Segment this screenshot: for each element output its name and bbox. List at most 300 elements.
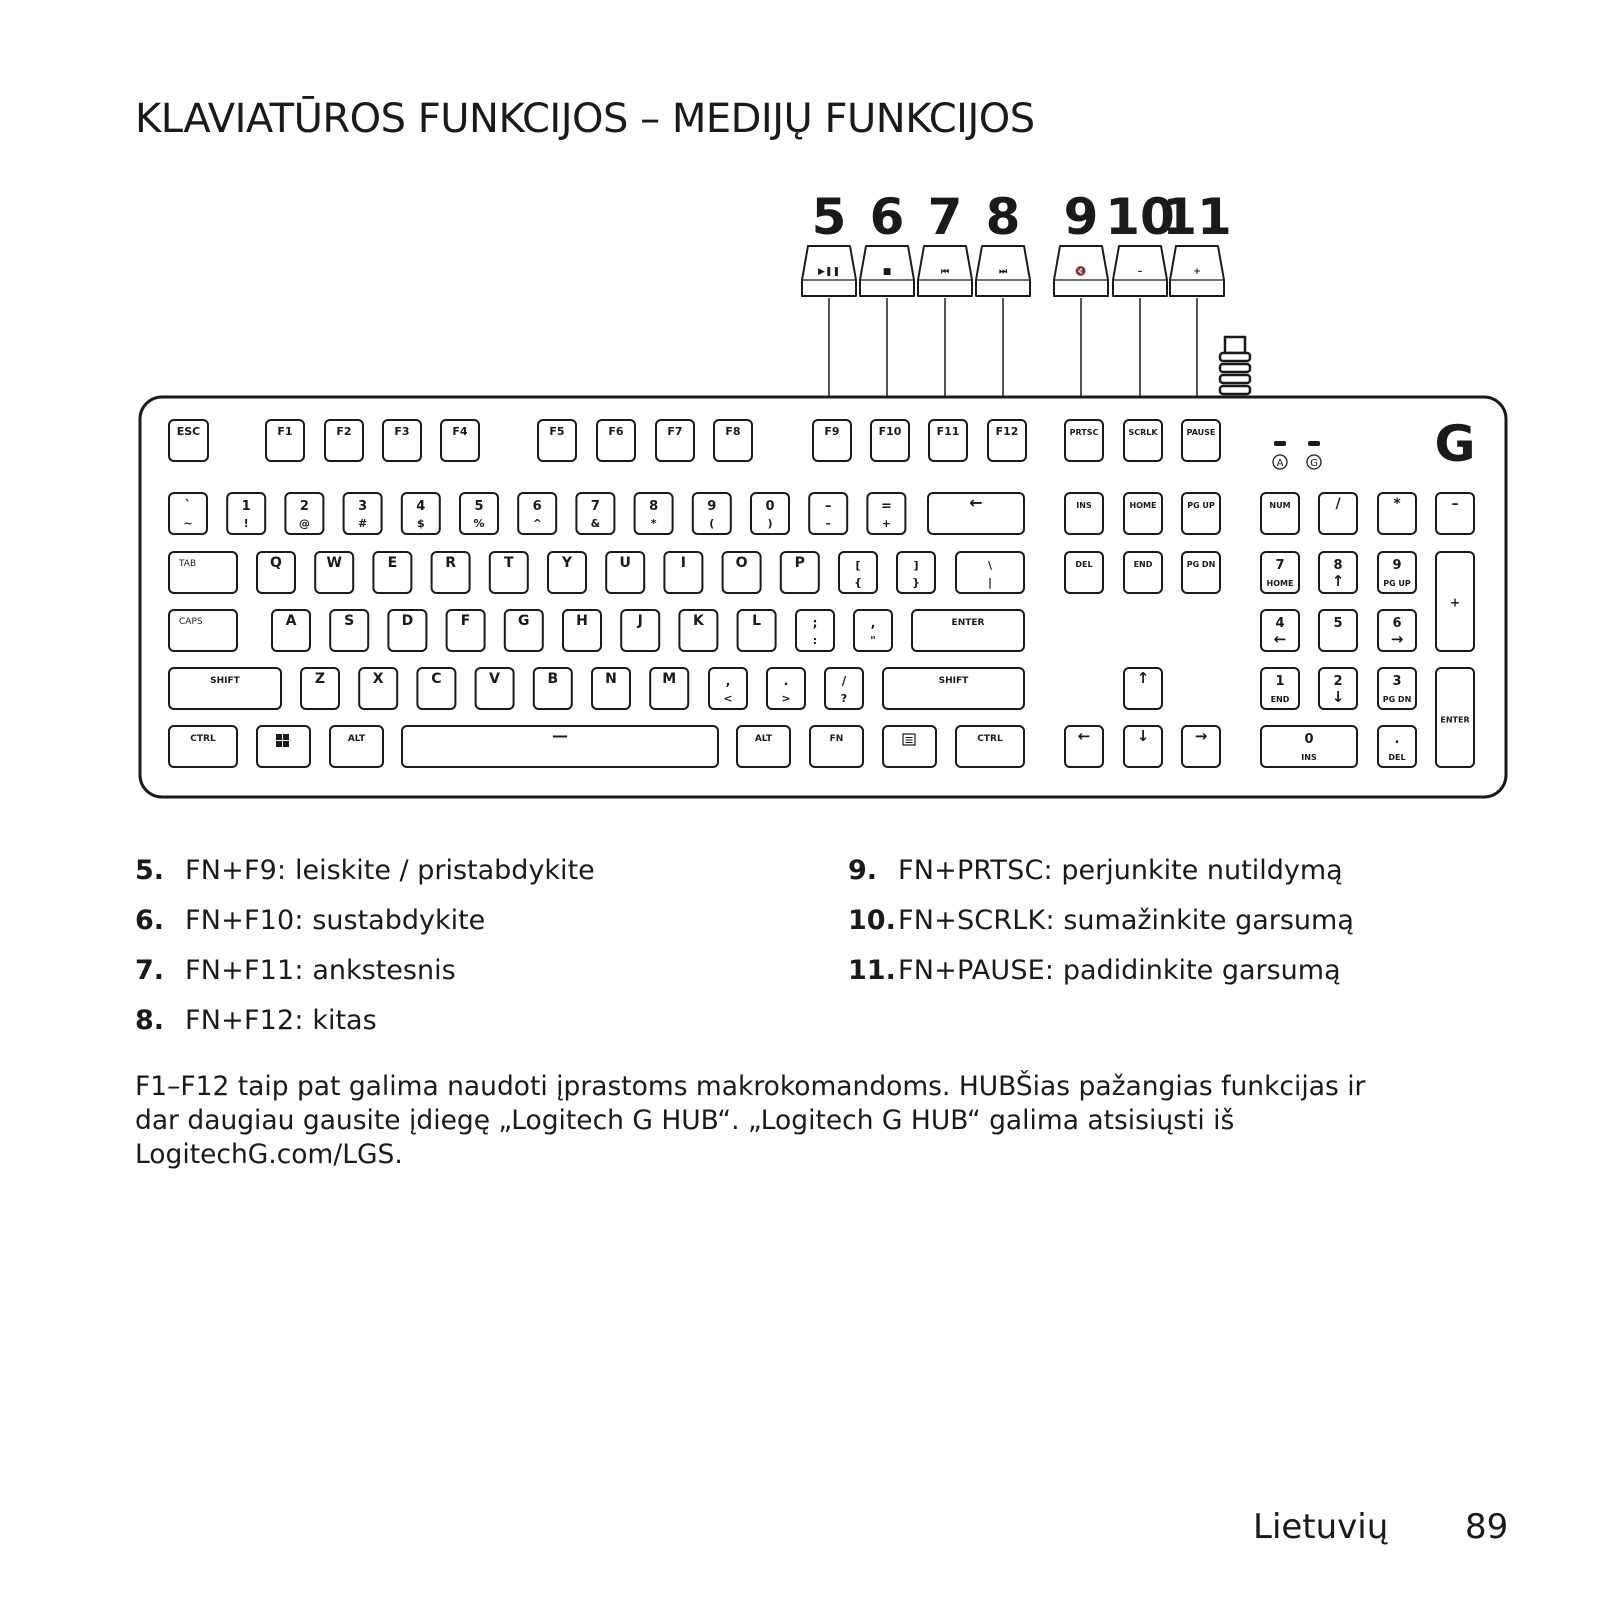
key-del [1065,552,1103,593]
function-item-shortcut: FN+F9: [185,855,287,886]
key-ctrl-right [956,726,1024,767]
key-i-label: I [680,555,687,571]
key-f1-label: F1 [277,425,293,438]
key-np-0-label: 0 [1304,732,1314,747]
key-tab-label: TAB [179,559,197,569]
key-np-6-sublabel: → [1390,630,1404,648]
next-track-keycap [976,246,1030,296]
key-np-dot-sublabel: DEL [1388,753,1406,762]
key-f-label: F [460,613,471,629]
function-list-left [135,846,595,1046]
key-y-label: Y [561,555,573,571]
key-number-8 [635,493,673,534]
key-number-12-sublabel: + [881,517,892,530]
key-p [781,552,819,593]
key-k [679,610,717,651]
function-item [135,996,595,1046]
key-alt-left [330,726,383,767]
key-r [432,552,470,593]
callout-5: 5 [811,188,847,246]
key-bracket-open-sublabel: { [854,576,862,589]
indicator-label-0: A [1276,458,1284,469]
key-np-slash [1319,493,1357,534]
key-f12 [988,420,1026,461]
key-number-2 [285,493,323,534]
key-number-5-label: 5 [474,499,484,514]
key-np-4-sublabel: ← [1273,630,1287,648]
key-np-5 [1319,610,1357,651]
key-np-enter-label: ENTER [1440,715,1470,725]
key-o [723,552,761,593]
key-d-label: D [401,613,414,629]
key-number-9 [693,493,731,534]
key-ctrl-right-label: CTRL [977,734,1003,744]
key-number-7-label: 7 [590,499,600,514]
key-backspace [928,493,1024,534]
key-np-dot-label: . [1394,732,1400,747]
key-j-label: J [637,613,643,629]
function-item-description: leiskite / pristabdykite [294,855,595,886]
key-np-8 [1319,552,1357,593]
key-arrow-right-label: → [1194,727,1208,745]
function-item-shortcut: FN+F10: [185,905,304,936]
callout-9: 9 [1063,188,1099,246]
key-number-11-sublabel: – [825,517,831,530]
key-f3 [383,420,421,461]
key-number-3-sublabel: # [357,517,368,530]
key-slash-sublabel: ? [840,692,848,705]
key-menu [883,726,936,767]
key-pause-label: PAUSE [1186,428,1216,437]
key-alt-right-label: ALT [754,734,773,744]
key-f11 [929,420,967,461]
key-pgup-label: PG UP [1187,501,1215,510]
key-b-label: B [547,671,559,687]
key-f12-label: F12 [995,425,1019,438]
play-pause-icon: ▶❚❚ [817,267,841,277]
key-windows [257,726,310,767]
key-arrow-up [1124,668,1162,709]
key-quote [854,610,892,651]
key-number-7-sublabel: & [590,517,601,530]
function-item-number: 7. [135,955,165,986]
key-f8 [714,420,752,461]
function-item-number: 11. [848,955,896,986]
key-home [1124,493,1162,534]
next-track-icon: ⏭ [998,267,1008,277]
key-number-10-sublabel: ) [767,517,773,530]
key-del-label: DEL [1075,560,1093,569]
callout-11: 11 [1162,188,1232,246]
key-fn-label: FN [829,734,844,744]
key-number-3 [344,493,382,534]
key-l-label: L [752,613,762,629]
key-np-dot [1378,726,1416,767]
key-f9 [813,420,851,461]
function-item-number: 6. [135,905,165,936]
function-item-shortcut: FN+PAUSE: [898,955,1055,986]
key-backslash-label: \ [987,559,993,572]
key-semicolon-label: ; [812,616,818,630]
key-caps-label: CAPS [179,617,203,627]
key-number-6-sublabel: ^ [532,517,542,530]
key-number-0-label: ` [184,499,192,514]
key-numlock [1261,493,1299,534]
key-r-label: R [445,555,456,571]
key-backspace-label: ← [969,493,983,512]
key-bracket-open [839,552,877,593]
key-number-8-label: 8 [649,499,659,514]
key-np-7 [1261,552,1299,593]
page-number: 89 [1465,1507,1509,1547]
volume-up-icon: + [1193,267,1201,277]
key-number-6-label: 6 [532,499,542,514]
key-np-7-label: 7 [1275,558,1285,573]
key-f9-label: F9 [824,425,840,438]
key-m-label: M [662,671,677,687]
previous-track-keycap [918,246,972,296]
function-item [135,896,595,946]
key-pause [1182,420,1220,461]
key-tab [169,552,237,593]
key-u-label: U [619,555,631,571]
key-f2 [325,420,363,461]
key-number-11-label: – [824,499,832,514]
key-end-label: END [1133,560,1153,569]
key-f10 [871,420,909,461]
key-arrow-left [1065,726,1103,767]
key-np-2 [1319,668,1357,709]
key-comma-sublabel: < [723,692,733,705]
usb-cable [1220,337,1250,394]
key-caps [169,610,237,651]
key-np-3-sublabel: PG DN [1382,695,1412,704]
key-arrow-down-label: ↓ [1136,727,1150,745]
key-number-5-sublabel: % [473,517,485,530]
key-bracket-close-sublabel: } [912,576,920,589]
key-f8-label: F8 [725,425,741,438]
media-keycaps [802,246,1224,296]
key-scrlk-label: SCRLK [1128,428,1158,437]
function-item-description: kitas [312,1005,377,1036]
key-ins-label: INS [1076,501,1092,510]
key-q-label: Q [270,555,282,571]
key-np-minus [1436,493,1474,534]
key-number-3-label: 3 [358,499,368,514]
key-t-label: T [504,555,514,571]
key-quote-sublabel: " [870,634,876,647]
key-np-6 [1378,610,1416,651]
key-number-0 [169,493,207,534]
logitech-g-logo-icon: G [1434,415,1476,473]
key-np-9 [1378,552,1416,593]
previous-track-icon: ⏮ [940,267,950,277]
key-arrow-right [1182,726,1220,767]
key-f2-label: F2 [336,425,352,438]
key-arrow-up-label: ↑ [1136,669,1150,687]
play-pause-keycap [802,246,856,296]
key-k-label: K [692,613,704,629]
indicator-led-1 [1308,441,1320,446]
key-q [257,552,295,593]
function-item-shortcut: FN+F11: [185,955,304,986]
key-period-sublabel: > [781,692,791,705]
key-np-1-sublabel: END [1270,695,1290,704]
key-e [373,552,411,593]
key-x [359,668,397,709]
key-c [417,668,455,709]
key-fn [810,726,863,767]
key-f4 [441,420,479,461]
key-z-label: Z [314,671,326,687]
callout-7: 7 [927,188,963,246]
key-g-label: G [518,613,530,629]
function-item-number: 10. [848,905,896,936]
function-item-number: 8. [135,1005,165,1036]
key-j [621,610,659,651]
function-item-description: sumažinkite garsumą [1063,905,1354,936]
key-np-slash-label: / [1335,496,1341,512]
key-f4-label: F4 [452,425,468,438]
key-p-label: P [794,555,805,571]
key-np-3-label: 3 [1392,674,1402,689]
key-f3-label: F3 [394,425,410,438]
key-a [272,610,310,651]
key-np-5-label: 5 [1333,616,1343,631]
key-number-7 [576,493,614,534]
key-f7 [656,420,694,461]
key-np-1 [1261,668,1299,709]
key-numlock-label: NUM [1269,501,1291,510]
key-shift-left [169,668,281,709]
key-quote-label: , [870,616,876,630]
key-n-label: N [605,671,617,687]
function-item [848,946,1354,996]
key-pgdn-label: PG DN [1186,560,1216,569]
callout-numbers [812,188,1232,246]
key-np-1-label: 1 [1275,674,1285,689]
key-number-2-label: 2 [299,499,309,514]
function-item-shortcut: FN+F12: [185,1005,304,1036]
key-shift-right [883,668,1024,709]
mute-keycap [1054,246,1108,296]
key-v [476,668,514,709]
key-np-7-sublabel: HOME [1266,579,1294,588]
key-np-plus [1436,552,1474,651]
key-number-10-label: 0 [765,499,775,514]
key-number-6 [518,493,556,534]
key-shift-right-label: SHIFT [938,676,969,686]
key-home-label: HOME [1129,501,1157,510]
key-comma [709,668,747,709]
key-number-5 [460,493,498,534]
key-h [563,610,601,651]
key-arrow-left-label: ← [1077,727,1091,745]
key-d [388,610,426,651]
key-i [664,552,702,593]
key-esc [169,420,208,461]
key-enter [912,610,1024,651]
key-backslash [956,552,1024,593]
key-space-label: — [552,726,568,745]
key-number-4-label: 4 [416,499,426,514]
key-slash-label: / [841,674,847,688]
key-n [592,668,630,709]
key-number-4 [402,493,440,534]
key-alt-right [737,726,790,767]
key-period-label: . [783,674,789,688]
function-item [135,946,595,996]
mute-icon: 🔇 [1075,267,1087,277]
key-np-enter [1436,668,1474,767]
key-l [738,610,776,651]
key-number-0-sublabel: ~ [183,517,193,530]
key-f6-label: F6 [608,425,624,438]
volume-down-icon: – [1137,267,1143,277]
key-shift-left-label: SHIFT [210,676,240,686]
stop-keycap [860,246,914,296]
key-number-2-sublabel: @ [298,517,310,530]
key-np-9-label: 9 [1392,558,1402,573]
key-np-6-label: 6 [1392,616,1402,631]
key-ctrl-left-label: CTRL [190,734,216,744]
key-np-3 [1378,668,1416,709]
key-h-label: H [576,613,588,629]
key-np-2-sublabel: ↓ [1331,688,1345,706]
key-number-4-sublabel: $ [416,517,425,530]
key-bracket-close [897,552,935,593]
key-semicolon [796,610,834,651]
key-number-1 [227,493,265,534]
key-semicolon-sublabel: : [812,634,818,647]
key-number-1-label: 1 [241,499,251,514]
key-f [447,610,485,651]
stop-icon: ■ [882,267,892,277]
key-ins [1065,493,1103,534]
key-prtsc [1065,420,1103,461]
key-number-12-label: = [880,499,892,514]
function-item-description: sustabdykite [312,905,486,936]
key-f5 [538,420,576,461]
key-np-0-sublabel: INS [1301,753,1317,762]
key-esc-label: ESC [176,425,201,438]
key-np-8-sublabel: ↑ [1331,572,1345,590]
key-g [505,610,543,651]
key-a-label: A [285,613,297,629]
key-bracket-close-label: ] [913,559,919,572]
key-np-4 [1261,610,1299,651]
key-s-label: S [344,613,355,629]
key-w-label: W [326,555,342,571]
key-w [315,552,353,593]
callout-6: 6 [869,188,905,246]
key-np-0 [1261,726,1357,767]
function-item-number: 5. [135,855,165,886]
key-np-2-label: 2 [1333,674,1343,689]
key-np-4-label: 4 [1275,616,1285,631]
key-bracket-open-label: [ [855,559,861,572]
key-enter-label: ENTER [951,618,985,628]
key-s [330,610,368,651]
key-number-9-label: 9 [707,499,717,514]
key-period [767,668,805,709]
footer-language: Lietuvių [1253,1507,1389,1547]
indicator-led-0 [1274,441,1286,446]
key-f1 [266,420,304,461]
function-item [135,846,595,896]
key-arrow-down [1124,726,1162,767]
function-item [848,896,1354,946]
key-b [534,668,572,709]
key-f5-label: F5 [549,425,565,438]
key-c-label: C [431,671,442,687]
page-title: KLAVIATŪROS FUNKCIJOS – MEDIJŲ FUNKCIJOS [135,96,1035,142]
function-item-description: padidinkite garsumą [1062,955,1341,986]
key-comma-label: , [725,674,731,688]
key-number-12 [867,493,905,534]
key-e-label: E [387,555,398,571]
key-f7-label: F7 [667,425,683,438]
key-space [402,726,718,767]
key-o-label: O [735,555,748,571]
key-number-9-sublabel: ( [709,517,715,530]
function-item-number: 9. [848,855,878,886]
key-number-8-sublabel: * [650,517,657,530]
callout-10: 10 [1105,188,1175,246]
key-y [548,552,586,593]
key-np-plus-label: + [1449,595,1461,610]
key-z [301,668,339,709]
key-pgdn [1182,552,1220,593]
key-np-8-label: 8 [1333,558,1343,573]
key-slash [825,668,863,709]
function-item-shortcut: FN+PRTSC: [898,855,1053,886]
key-u [606,552,644,593]
key-x-label: X [372,671,384,687]
key-f11-label: F11 [936,425,960,438]
indicator-label-1: G [1310,458,1318,469]
key-scrlk [1124,420,1162,461]
key-t [490,552,528,593]
function-list-right [848,846,1354,996]
callout-8: 8 [985,188,1021,246]
key-alt-left-label: ALT [347,734,366,744]
key-ctrl-left [169,726,237,767]
volume-down-keycap [1113,246,1167,296]
key-number-1-sublabel: ! [243,517,249,530]
function-item-description: perjunkite nutildymą [1061,855,1343,886]
key-prtsc-label: PRTSC [1069,428,1099,437]
key-v-label: V [489,671,501,687]
key-np-star [1378,493,1416,534]
key-end [1124,552,1162,593]
key-f10-label: F10 [878,425,902,438]
key-m [650,668,688,709]
key-number-11 [809,493,847,534]
key-number-10 [751,493,789,534]
volume-up-keycap [1170,246,1224,296]
function-item-shortcut: FN+SCRLK: [898,905,1055,936]
key-f6 [597,420,635,461]
key-pgup [1182,493,1220,534]
key-np-9-sublabel: PG UP [1383,579,1411,588]
function-item [848,846,1354,896]
key-np-minus-label: – [1451,496,1459,512]
key-np-star-label: * [1393,496,1401,512]
key-backslash-sublabel: | [987,576,993,589]
function-item-description: ankstesnis [312,955,456,986]
note-text: F1–F12 taip pat galima naudoti įprastoms makrokomandoms. HUBŠias pažangias funkcijas ir dar daugiau gausite įdiegę „Logitech G HUB“. „Logitech G HUB“ galima atsisiųsti iš LogitechG.com/LGS. [135,1071,1366,1170]
